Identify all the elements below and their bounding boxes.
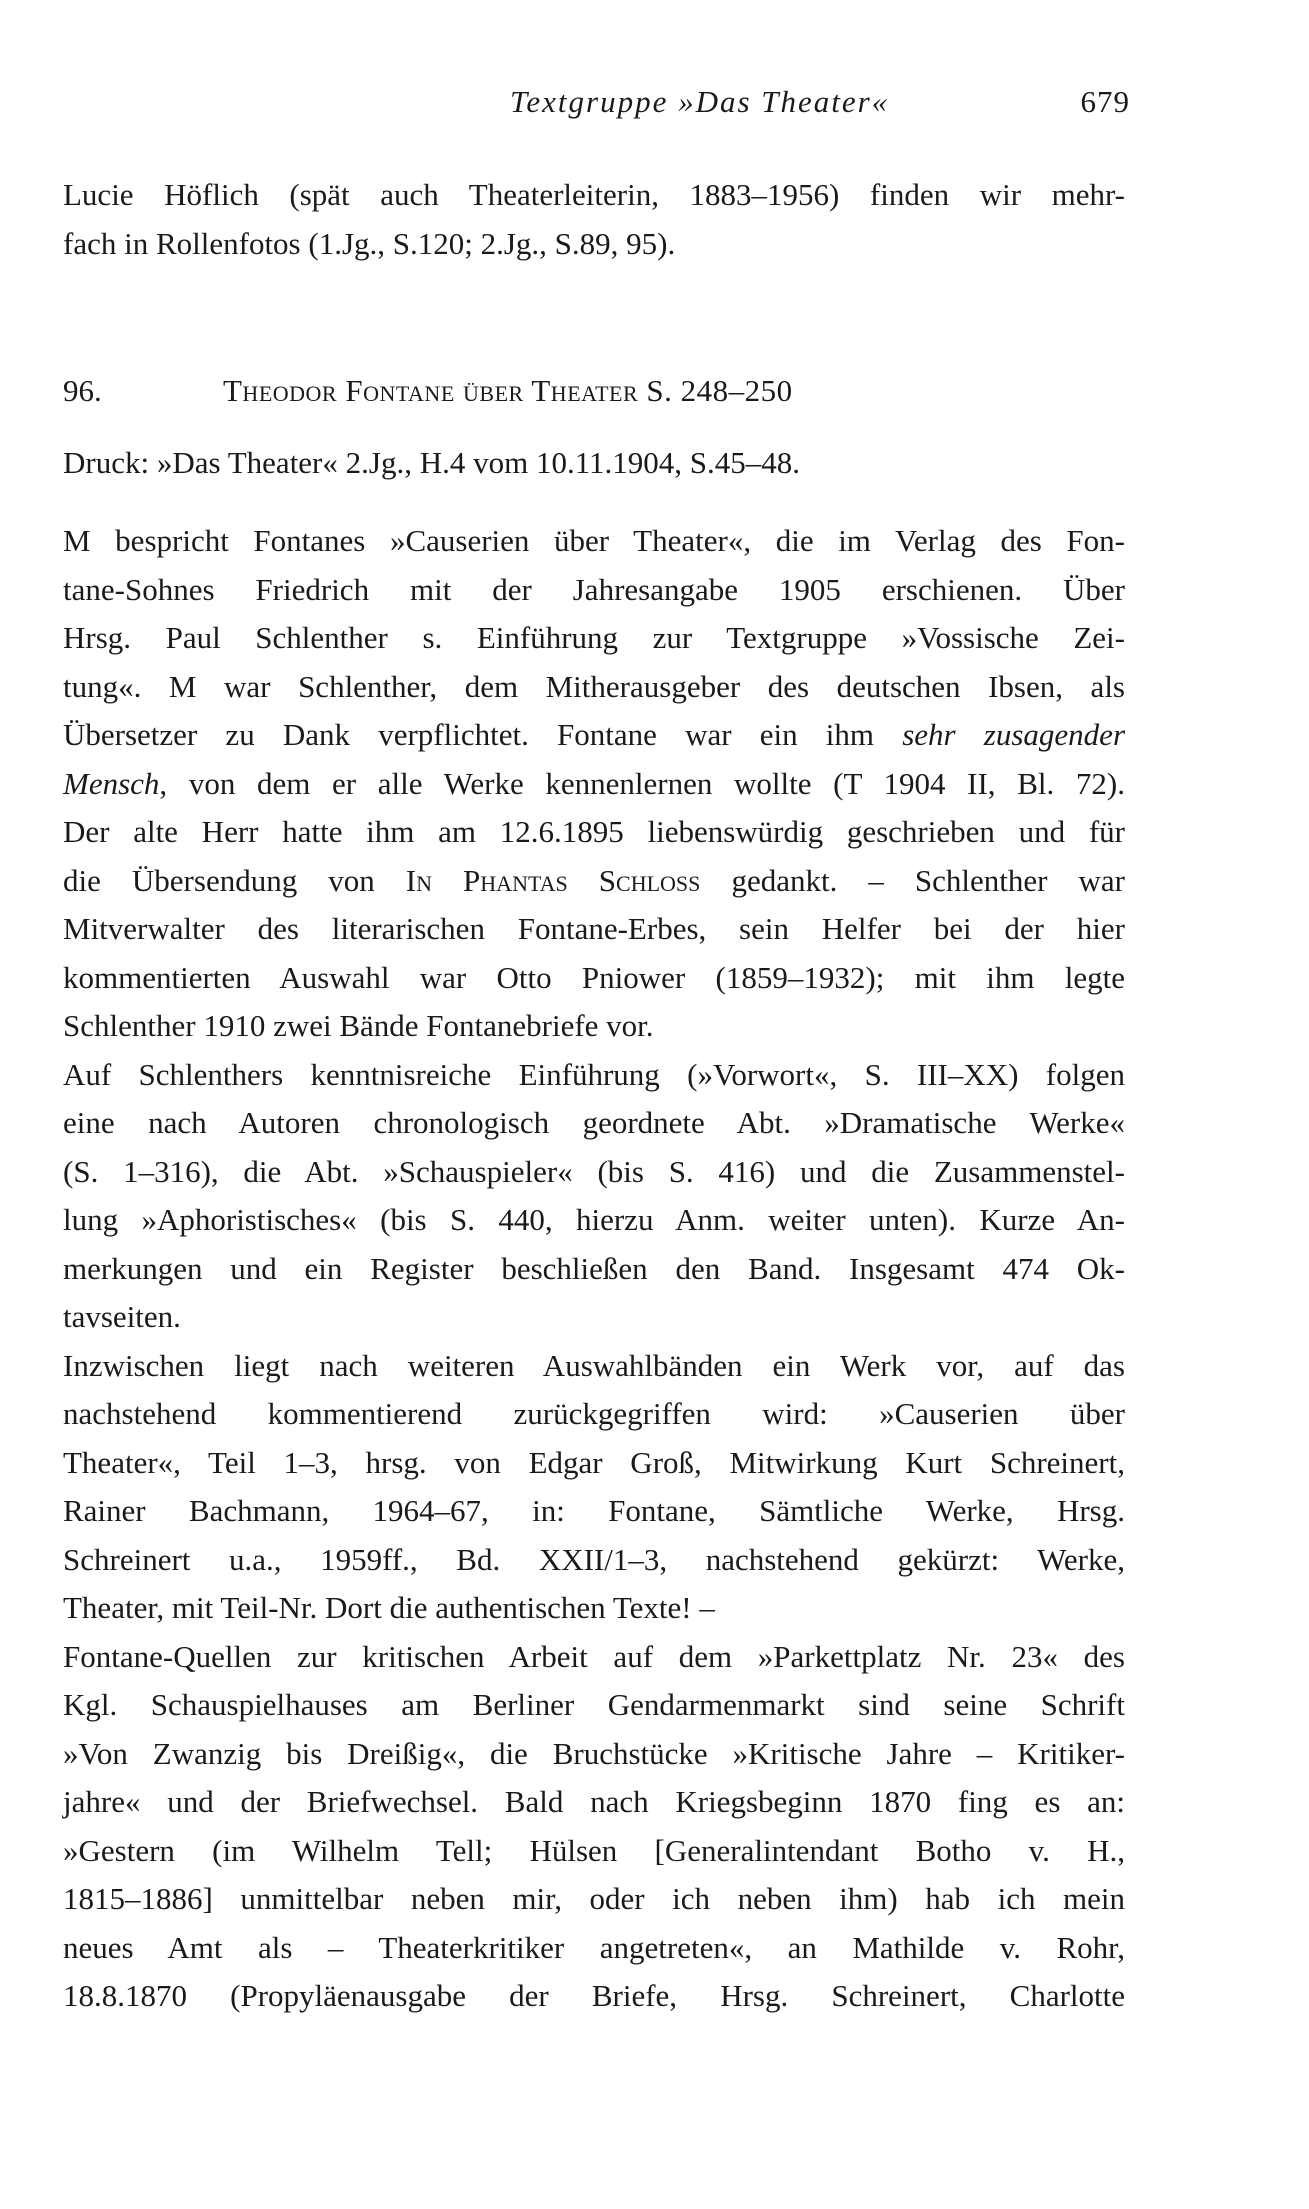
italic-quote: Mensch [63,765,160,801]
entry-title: Theodor Fontane über Theater S. 248–250 [223,373,793,408]
text-run: gedankt. – Schlenther war [700,862,1125,898]
text-line [63,760,1125,809]
text-line: tane-Sohnes Friedrich mit der Jahresangabe 1905 erschienen. Über [63,571,1125,607]
text-line: Mitverwalter des literarischen Fontane-Erbes, sein Helfer bei der hier [63,911,1125,946]
commentary-text [63,517,1125,2021]
text-line: Der alte Herr hatte ihm am 12.6.1895 liebenswürdig geschrieben und für [63,814,1125,849]
text-line: Schreinert u.a., 1959ff., Bd. XXII/1–3, nachstehend gekürzt: Werke, [63,1541,1125,1577]
text-line: Schlenther 1910 zwei Bände Fontanebriefe vor. [63,1008,654,1043]
text-line: »Von Zwanzig bis Dreißig«, die Bruchstücke »Kritische Jahre – Kritiker- [63,1735,1125,1771]
running-head [510,78,1130,126]
text-line: Kgl. Schauspielhauses am Berliner Gendarmenmarkt sind seine Schrift [63,1687,1125,1722]
text-line: lung »Aphoristisches« (bis S. 440, hierzu Anm. weiter unten). Kurze An- [63,1202,1125,1237]
text-run: Übersetzer zu Dank verpflichtet. Fontane war ein ihm [63,717,903,752]
text-line: 18.8.1870 (Propyläenausgabe der Briefe, Hrsg. Schreinert, Charlotte [63,1978,1125,2013]
text-line: Rainer Bachmann, 1964–67, in: Fontane, Sämtliche Werke, Hrsg. [63,1493,1125,1528]
page-number: 679 [1080,84,1130,119]
text-run: die Übersendung von [63,862,406,898]
entry-number: 96. [63,373,102,408]
text-line: eine nach Autoren chronologisch geordnete Abt. »Dramatische Werke« [63,1105,1125,1140]
italic-quote: sehr zusagender [902,717,1126,752]
text-line: jahre« und der Briefwechsel. Bald nach Kriegsbeginn 1870 fing es an: [63,1784,1125,1819]
work-title: In Phantas Schloss [405,862,701,898]
text-line: tavseiten. [63,1299,181,1334]
text-line: Lucie Höflich (spät auch Theaterleiterin, 1883–1956) finden wir mehr- [63,177,1125,212]
text-line: Hrsg. Paul Schlenther s. Einführung zur Textgruppe »Vossische Zei- [63,620,1125,655]
text-line: nachstehend kommentierend zurückgegriffen wird: »Causerien über [63,1396,1125,1431]
text-run: , von dem er alle Werke kennenlernen wollte (T 1904 II, Bl. 72). [159,765,1125,801]
text-line: 1815–1886] unmittelbar neben mir, oder ich neben ihm) hab ich mein [63,1881,1125,1916]
text-line: fach in Rollenfotos (1.Jg., S.120; 2.Jg., S.89, 95). [63,225,676,261]
text-line: Theater, mit Teil-Nr. Dort die authentischen Texte! – [63,1590,715,1625]
text-line: Fontane-Quellen zur kritischen Arbeit auf dem »Parkettplatz Nr. 23« des [63,1638,1125,1674]
text-line: Inzwischen liegt nach weiteren Auswahlbänden ein Werk vor, auf das [63,1347,1125,1383]
text-line: neues Amt als – Theaterkritiker angetreten«, an Mathilde v. Rohr, [63,1929,1125,1965]
text-line: (S. 1–316), die Abt. »Schauspieler« (bis S. 416) und die Zusammenstel- [63,1153,1125,1189]
print-info [63,439,1125,488]
text-line: merkungen und ein Register beschließen den Band. Insgesamt 474 Ok- [63,1250,1125,1286]
text-line [63,857,1125,906]
text-line: »Gestern (im Wilhelm Tell; Hülsen [Generalintendant Botho v. H., [63,1832,1125,1868]
text-line: kommentierten Auswahl war Otto Pniower (1859–1932); mit ihm legte [63,959,1125,995]
text-line: Auf Schlenthers kenntnisreiche Einführung (»Vorwort«, S. III–XX) folgen [63,1056,1125,1092]
text-line [63,711,1125,760]
text-line: M bespricht Fontanes »Causerien über Theater«, die im Verlag des Fon- [63,523,1125,558]
print-line: Druck: »Das Theater« 2.Jg., H.4 vom 10.11.1904, S.45–48. [63,445,801,480]
text-line: Theater«, Teil 1–3, hrsg. von Edgar Groß, Mitwirkung Kurt Schreinert, [63,1444,1125,1480]
text-line: tung«. M war Schlenther, dem Mitherausgeber des deutschen Ibsen, als [63,668,1125,704]
intro-paragraph [63,171,1125,268]
running-head-title: Textgruppe »Das Theater« [510,84,890,119]
